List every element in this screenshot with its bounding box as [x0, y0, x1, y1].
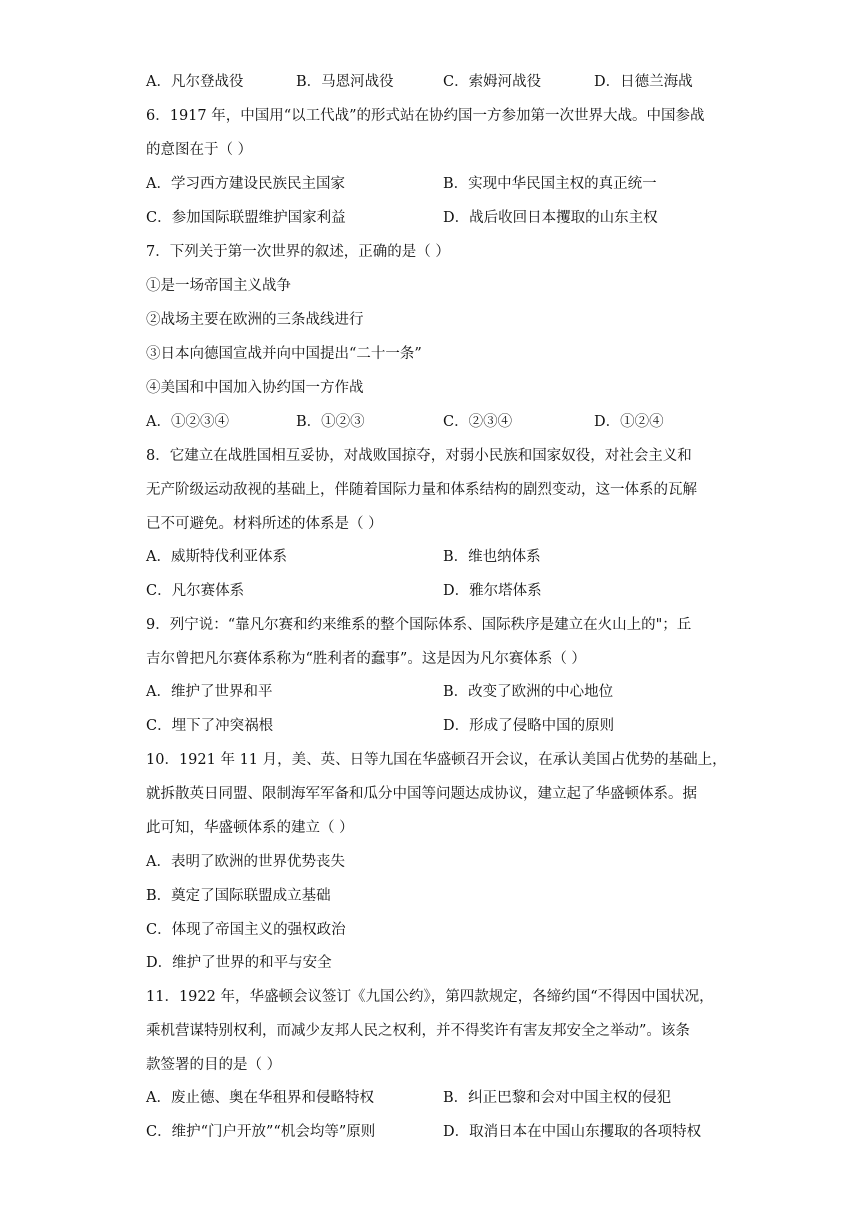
q9-stem-line-1: 9．列宁说：“靠凡尔赛和约来维系的整个国际体系、国际秩序是建立在火山上的"；丘 — [146, 617, 692, 633]
q11-option-d: D．取消日本在中国山东攫取的各项特权 — [443, 1124, 702, 1140]
q8-option-c: C．凡尔赛体系 — [146, 583, 245, 599]
q7-option-b: B．①②③ — [296, 414, 365, 430]
q10-option-b: B．奠定了国际联盟成立基础 — [146, 888, 331, 904]
q5-option-a: A．凡尔登战役 — [146, 74, 244, 90]
q7-item-3: ③日本向德国宣战并向中国提出“二十一条” — [146, 346, 422, 362]
q9-stem-line-2: 吉尔曾把凡尔赛体系称为“胜利者的蠢事”。这是因为凡尔赛体系（ ） — [146, 651, 586, 667]
q10-stem-line-2: 就拆散英日同盟、限制海军军备和瓜分中国等问题达成协议，建立起了华盛顿体系。据 — [146, 786, 697, 802]
q11-option-c: C．维护“门户开放”“机会均等”原则 — [146, 1124, 376, 1140]
q11-option-b: B．纠正巴黎和会对中国主权的侵犯 — [443, 1090, 672, 1106]
q5-option-d: D．日德兰海战 — [594, 74, 693, 90]
q9-option-c: C．埋下了冲突祸根 — [146, 718, 274, 734]
q11-stem-line-3: 款签署的目的是（ ） — [146, 1057, 282, 1073]
q6-option-c: C．参加国际联盟维护国家利益 — [146, 210, 346, 226]
q6-option-a: A．学习西方建设民族民主国家 — [146, 176, 345, 192]
q8-option-d: D．雅尔塔体系 — [443, 583, 542, 599]
q10-stem-line-1: 10．1921 年 11 月，美、英、日等九国在华盛顿召开会议，在承认美国占优势的基础上， — [146, 752, 727, 768]
q8-stem-line-3: 已不可避免。材料所述的体系是（ ） — [146, 516, 383, 532]
q7-option-c: C．②③④ — [443, 414, 513, 430]
q8-stem-line-2: 无产阶级运动敌视的基础上，伴随着国际力量和体系结构的剧烈变动，这一体系的瓦解 — [146, 482, 697, 498]
q7-option-a: A．①②③④ — [146, 414, 229, 430]
q10-option-c: C．体现了帝国主义的强权政治 — [146, 922, 346, 938]
q10-option-a: A．表明了欧洲的世界优势丧失 — [146, 854, 345, 870]
q11-stem-line-1: 11．1922 年，华盛顿会议签订《九国公约》，第四款规定，各缔约国“不得因中国状况， — [146, 989, 714, 1005]
q7-stem: 7．下列关于第一次世界的叙述，正确的是（ ） — [146, 244, 450, 260]
q10-option-d: D．维护了世界的和平与安全 — [146, 955, 332, 971]
q10-stem-line-3: 此可知，华盛顿体系的建立（ ） — [146, 820, 354, 836]
q8-stem-line-1: 8．它建立在战胜国相互妥协，对战败国掠夺，对弱小民族和国家奴役，对社会主义和 — [146, 448, 692, 464]
q9-option-a: A．维护了世界和平 — [146, 684, 273, 700]
q7-option-d: D．①②④ — [594, 414, 664, 430]
q6-stem-line-1: 6．1917 年，中国用“以工代战”的形式站在协约国一方参加第一次世界大战。中国参战 — [146, 108, 705, 124]
q6-option-d: D．战后收回日本攫取的山东主权 — [443, 210, 658, 226]
q6-stem-line-2: 的意图在于（ ） — [146, 142, 253, 158]
q7-item-4: ④美国和中国加入协约国一方作战 — [146, 380, 364, 396]
q11-stem-line-2: 乘机营谋特别权利，而减少友邦人民之权利，并不得奖许有害友邦安全之举动”。该条 — [146, 1023, 690, 1039]
q7-item-2: ②战场主要在欧洲的三条战线进行 — [146, 312, 364, 328]
q7-item-1: ①是一场帝国主义战争 — [146, 278, 291, 294]
q9-option-d: D．形成了侵略中国的原则 — [443, 718, 615, 734]
q5-option-c: C．索姆河战役 — [443, 74, 542, 90]
q6-option-b: B．实现中华民国主权的真正统一 — [443, 176, 657, 192]
q11-option-a: A．废止德、奥在华租界和侵略特权 — [146, 1090, 374, 1106]
q9-option-b: B．改变了欧洲的中心地位 — [443, 684, 614, 700]
q8-option-b: B．维也纳体系 — [443, 549, 541, 565]
q5-option-b: B．马恩河战役 — [296, 74, 394, 90]
q8-option-a: A．威斯特伐利亚体系 — [146, 549, 287, 565]
